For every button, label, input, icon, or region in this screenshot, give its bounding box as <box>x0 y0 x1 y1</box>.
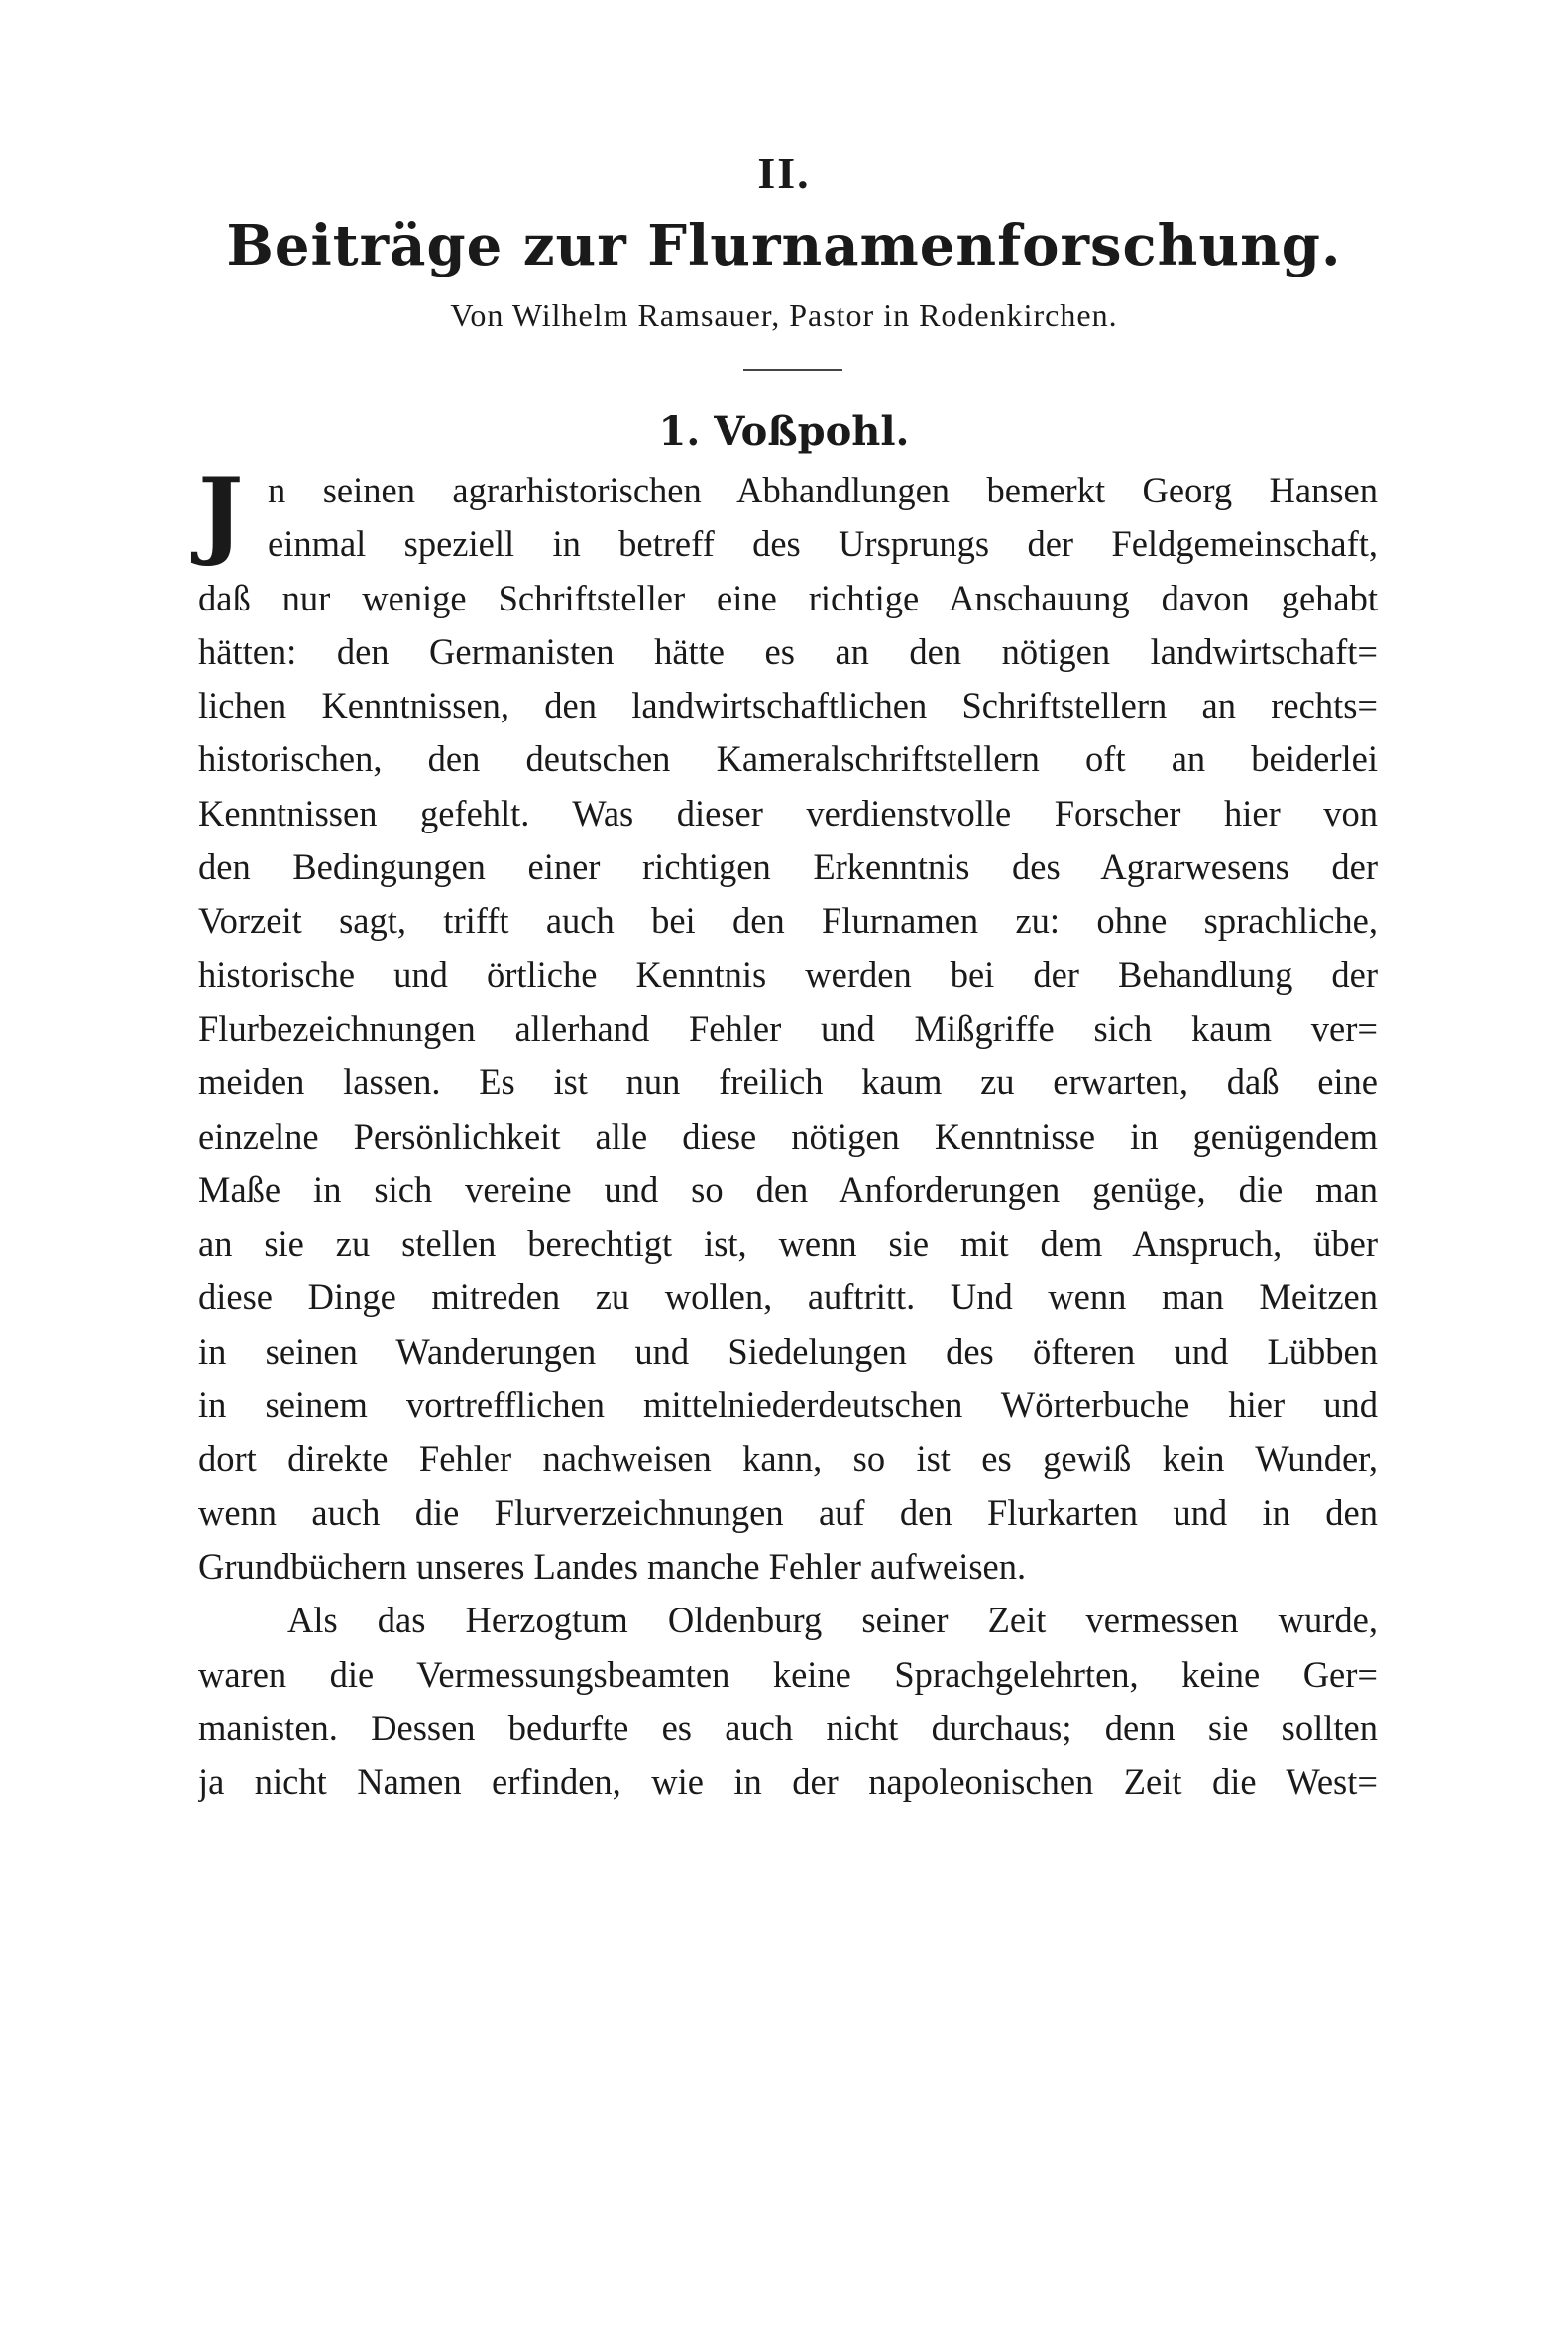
title-divider <box>743 369 842 371</box>
text-line: daß nur wenige Schriftsteller eine richtige Anschauung davon gehabt <box>198 577 1378 618</box>
text-line: meiden lassen. Es ist nun freilich kaum zu erwarten, daß eine <box>198 1061 1378 1103</box>
text-line: n seinen agrarhistorischen Abhandlungen bemerkt Georg Hansen <box>268 470 1378 510</box>
article-title: Beiträge zur Flurnamenforschung. <box>226 213 1342 278</box>
text-line: einmal speziell in betreff des Ursprungs der Feldgemeinschaft, <box>268 523 1378 565</box>
text-line: Grundbüchern unseres Landes manche Fehler aufweisen. <box>198 1545 1027 1587</box>
text-line: dort direkte Fehler nachweisen kann, so ist es gewiß kein Wunder, <box>198 1438 1378 1480</box>
text-line: Flurbezeichnungen allerhand Fehler und Mißgriffe sich kaum ver= <box>198 1007 1378 1049</box>
text-line: diese Dinge mitreden zu wollen, auftritt. Und wenn man Meitzen <box>198 1276 1378 1318</box>
text-line: hätten: den Germanisten hätte es an den nötigen landwirtschaft= <box>198 630 1378 672</box>
author-byline: Von Wilhelm Ramsauer, Pastor in Rodenkirchen. <box>450 297 1118 333</box>
body-text <box>198 457 1378 1809</box>
text-line: in seinem vortrefflichen mittelniederdeutschen Wörterbuche hier und <box>198 1385 1378 1426</box>
drop-capital: J <box>198 457 244 569</box>
text-line: manisten. Dessen bedurfte es auch nicht durchaus; denn sie sollten <box>198 1707 1378 1748</box>
text-line: Als das Herzogtum Oldenburg seiner Zeit vermessen wurde, <box>287 1600 1378 1641</box>
text-line: den Bedingungen einer richtigen Erkenntnis des Agrarwesens der <box>198 846 1378 888</box>
text-line: in seinen Wanderungen und Siedelungen des öfteren und Lübben <box>198 1330 1378 1372</box>
text-line: an sie zu stellen berechtigt ist, wenn sie mit dem Anspruch, über <box>198 1223 1378 1265</box>
text-line: historische und örtliche Kenntnis werden bei der Behandlung der <box>198 953 1378 995</box>
section-heading: 1. Voßpohl. <box>658 408 910 455</box>
text-line: ja nicht Namen erfinden, wie in der napoleonischen Zeit die West= <box>198 1761 1378 1803</box>
text-line: historischen, den deutschen Kameralschriftstellern oft an beiderlei <box>198 738 1378 780</box>
text-line: Kenntnissen gefehlt. Was dieser verdienstvolle Forscher hier von <box>198 792 1378 833</box>
chapter-number: II. <box>757 148 811 198</box>
text-line: Maße in sich vereine und so den Anforderungen genüge, die man <box>198 1168 1378 1210</box>
text-line: wenn auch die Flurverzeichnungen auf den Flurkarten und in den <box>198 1492 1378 1533</box>
text-line: Vorzeit sagt, trifft auch bei den Flurnamen zu: ohne sprachliche, <box>198 900 1378 942</box>
text-line: waren die Vermessungsbeamten keine Sprachgelehrten, keine Ger= <box>198 1653 1378 1695</box>
text-line: lichen Kenntnissen, den landwirtschaftlichen Schriftstellern an rechts= <box>198 685 1378 726</box>
text-line: einzelne Persönlichkeit alle diese nötigen Kenntnisse in genügendem <box>198 1115 1378 1157</box>
